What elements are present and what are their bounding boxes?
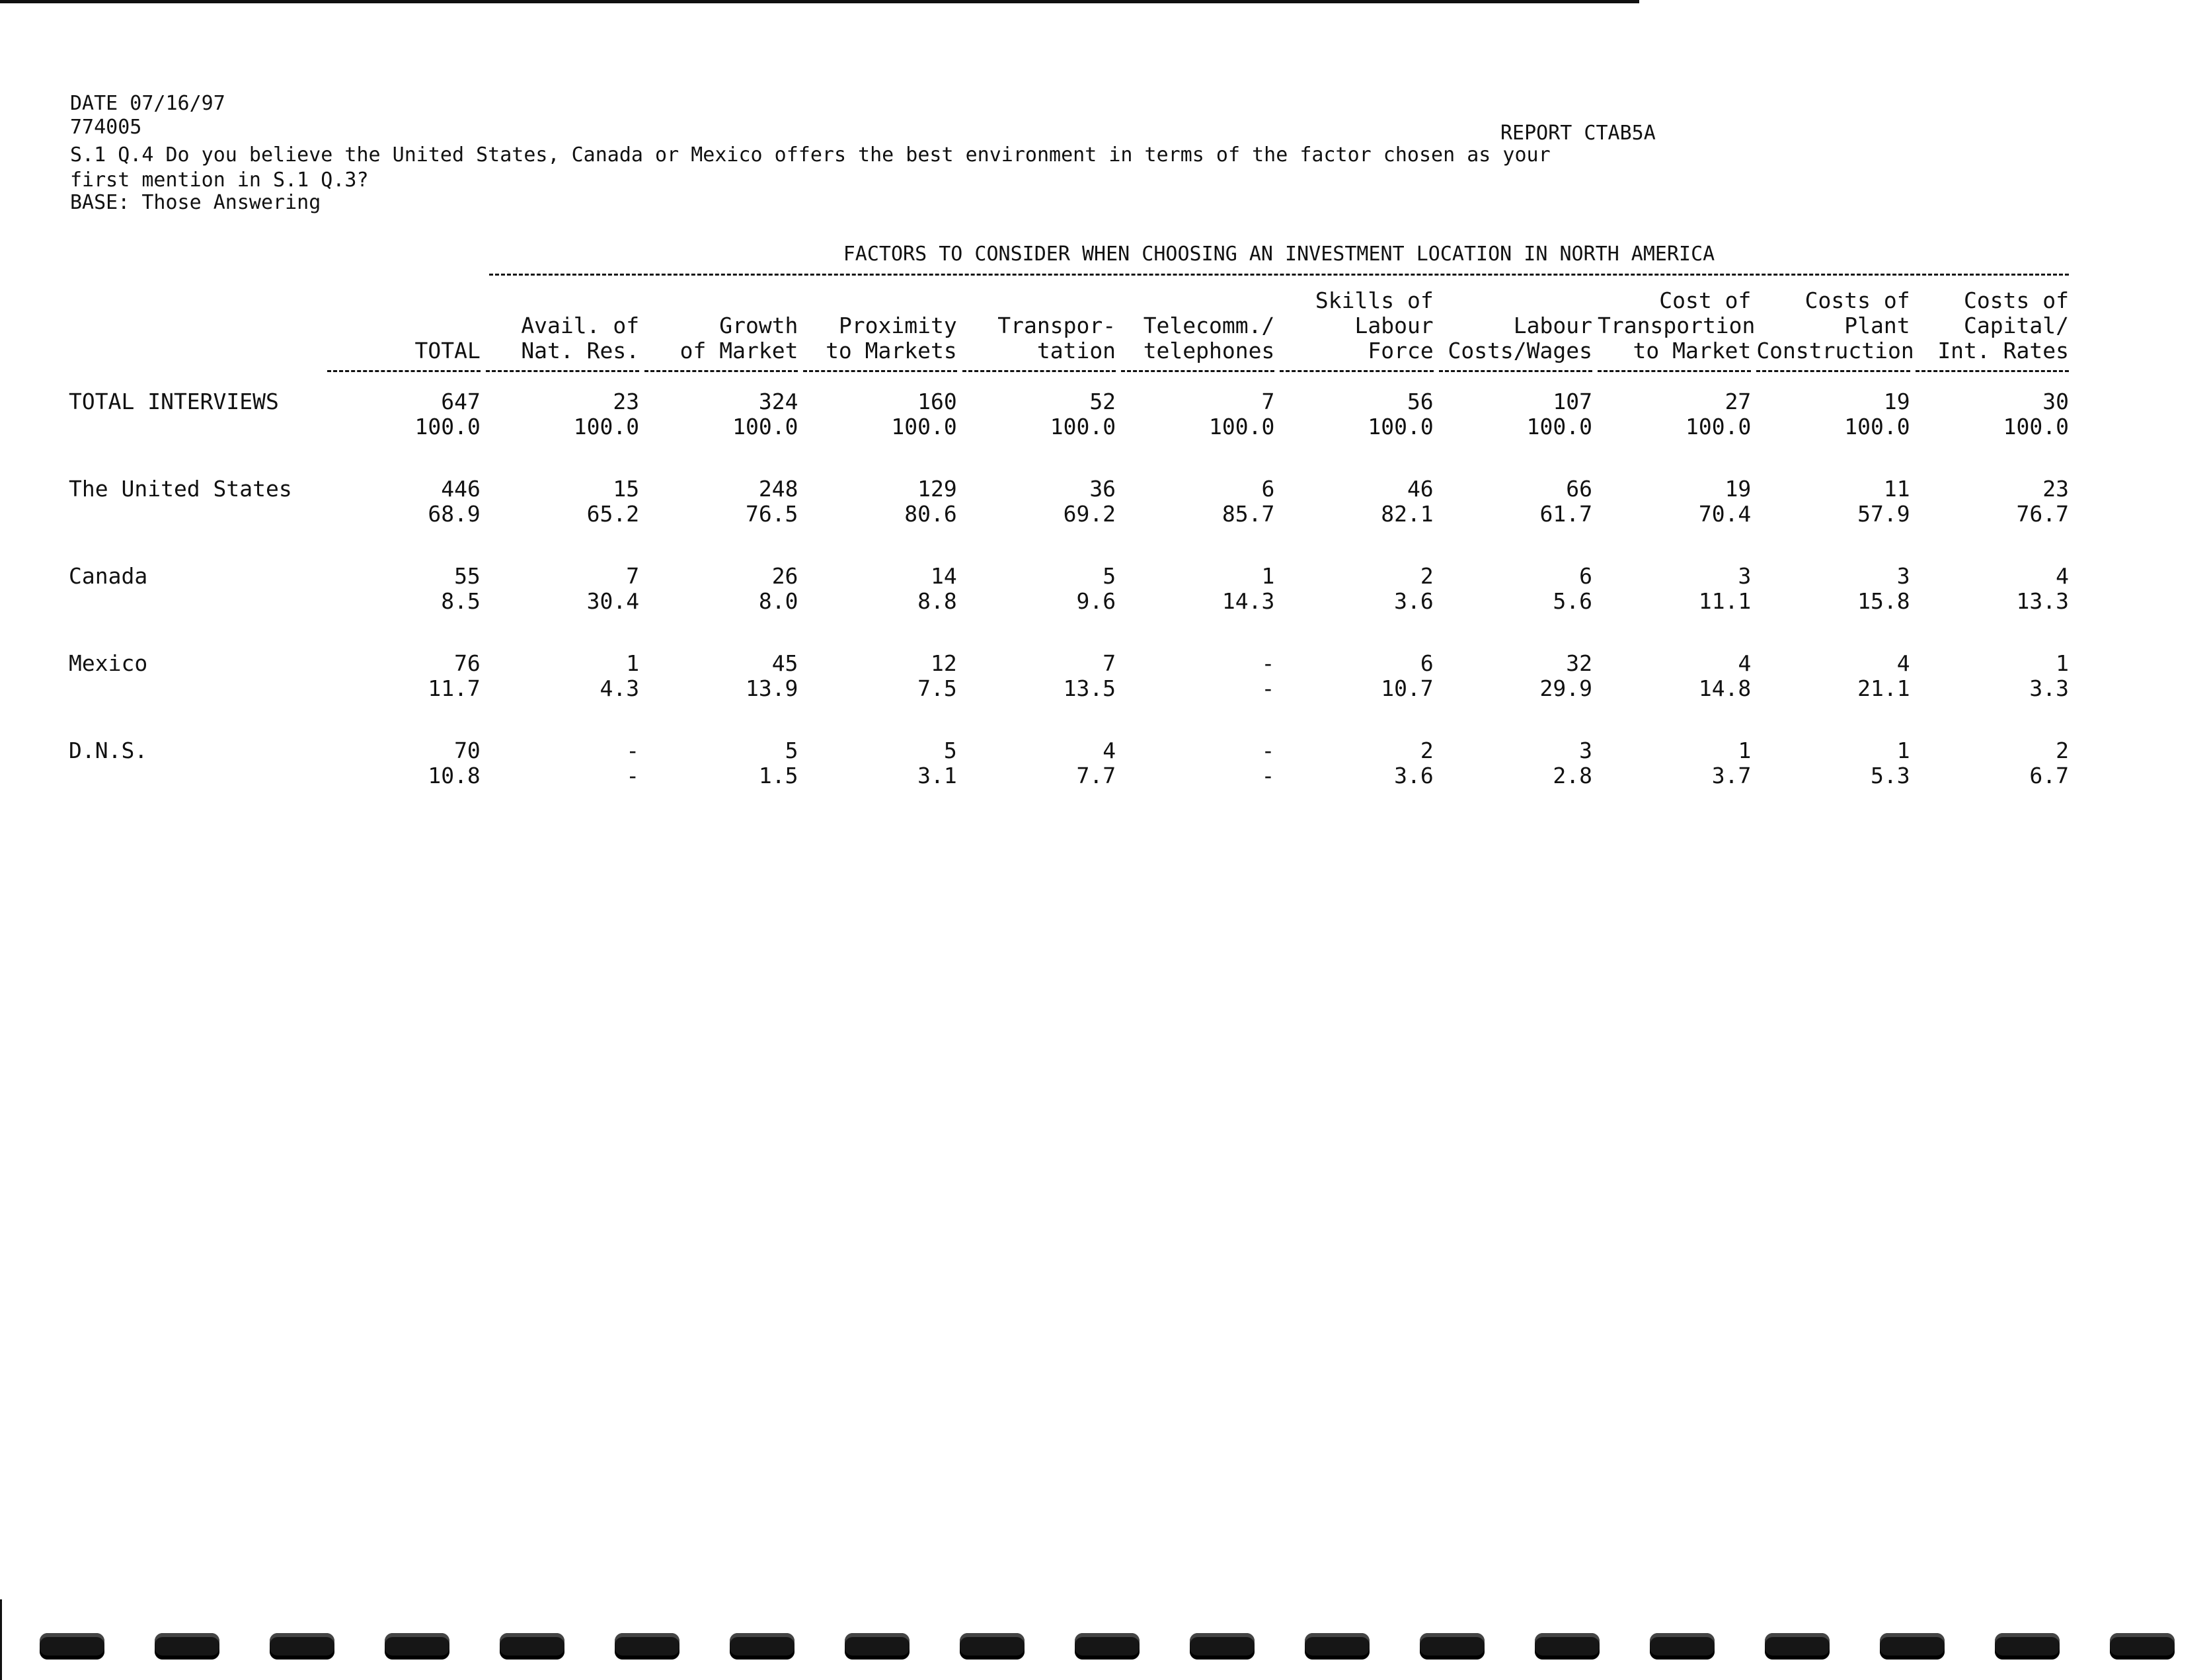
count-cell: -: [626, 738, 640, 763]
column-header: Avail. of Nat. Res.: [483, 288, 642, 372]
percent-cell: 13.9: [745, 675, 798, 701]
count-cell: 4: [1103, 738, 1116, 763]
binder-hole: [1420, 1633, 1485, 1660]
table-row-percents: [66, 676, 2072, 725]
percent-cell: 3.3: [2029, 675, 2069, 701]
percent-cell: 100.0: [1685, 414, 1752, 439]
binder-hole: [960, 1633, 1025, 1660]
percent-cell: 4.3: [600, 675, 640, 701]
table-row-percents: [66, 502, 2072, 551]
percent-cell: 65.2: [586, 501, 640, 527]
count-cell: 15: [613, 476, 640, 502]
count-cell: 1: [626, 650, 640, 676]
count-cell: 26: [771, 563, 798, 589]
percent-cell: 100.0: [1844, 414, 1910, 439]
percent-cell: 10.8: [428, 763, 481, 788]
count-cell: 7: [626, 563, 640, 589]
count-cell: 52: [1089, 389, 1116, 414]
count-cell: 70: [454, 738, 481, 763]
row-label: D.N.S.: [69, 738, 148, 763]
top-border-line: [0, 0, 1639, 3]
percent-cell: 30.4: [586, 588, 640, 614]
count-cell: 5: [1103, 563, 1116, 589]
count-cell: 66: [1566, 476, 1592, 502]
percent-cell: 100.0: [1050, 414, 1116, 439]
count-cell: 32: [1566, 650, 1592, 676]
count-cell: 3: [1896, 563, 1910, 589]
percent-cell: 8.5: [441, 588, 481, 614]
percent-cell: 100.0: [1209, 414, 1275, 439]
banner-header: [489, 242, 2069, 276]
count-cell: 107: [1553, 389, 1592, 414]
column-header: Growth of Market: [642, 288, 800, 372]
count-cell: 45: [771, 650, 798, 676]
column-header: Proximity to Markets: [800, 288, 959, 372]
count-cell: 248: [758, 476, 798, 502]
report-id: REPORT CTAB5A: [1500, 122, 1656, 145]
percent-cell: 9.6: [1076, 588, 1116, 614]
binder-hole: [1650, 1633, 1715, 1660]
count-cell: 30: [2042, 389, 2069, 414]
percent-cell: 100.0: [732, 414, 798, 439]
table-row-counts: [66, 372, 2072, 414]
percent-cell: -: [1261, 675, 1275, 701]
percent-cell: 3.7: [1711, 763, 1752, 788]
binder-hole: [500, 1633, 564, 1660]
count-cell: 2: [2056, 738, 2069, 763]
count-cell: 12: [931, 650, 957, 676]
count-cell: 56: [1407, 389, 1434, 414]
count-cell: 7: [1261, 389, 1275, 414]
percent-cell: 15.8: [1857, 588, 1910, 614]
percent-cell: 100.0: [573, 414, 640, 439]
percent-cell: 2.8: [1553, 763, 1592, 788]
binder-hole: [1190, 1633, 1255, 1660]
count-cell: -: [1261, 650, 1275, 676]
percent-cell: 61.7: [1539, 501, 1592, 527]
percent-cell: 57.9: [1857, 501, 1910, 527]
count-cell: 36: [1089, 476, 1116, 502]
binder-hole: [1765, 1633, 1830, 1660]
percent-cell: 3.6: [1394, 763, 1434, 788]
percent-cell: 13.3: [2016, 588, 2069, 614]
count-cell: 2: [1420, 563, 1434, 589]
percent-cell: 69.2: [1063, 501, 1116, 527]
count-cell: 446: [441, 476, 481, 502]
table-row-counts: [66, 551, 2072, 589]
percent-cell: 10.7: [1381, 675, 1434, 701]
count-cell: 3: [1738, 563, 1752, 589]
count-cell: 1: [1738, 738, 1752, 763]
percent-cell: 1.5: [758, 763, 798, 788]
count-cell: 46: [1407, 476, 1434, 502]
count-cell: 5: [943, 738, 957, 763]
count-cell: 2: [1420, 738, 1434, 763]
binder-hole: [615, 1633, 679, 1660]
percent-cell: 5.3: [1871, 763, 1910, 788]
count-cell: 5: [785, 738, 798, 763]
percent-cell: 11.7: [428, 675, 481, 701]
binder-hole: [155, 1633, 219, 1660]
column-header: Cost of Transportion to Market: [1595, 288, 1754, 372]
percent-cell: 14.3: [1221, 588, 1275, 614]
report-date: DATE 07/16/97: [70, 92, 225, 115]
binder-hole: [1535, 1633, 1600, 1660]
binder-holes: [40, 1633, 2175, 1660]
count-cell: 23: [613, 389, 640, 414]
percent-cell: 8.0: [758, 588, 798, 614]
count-cell: 4: [1738, 650, 1752, 676]
table-row-counts: [66, 638, 2072, 676]
percent-cell: -: [1261, 763, 1275, 788]
stub-header: [66, 288, 325, 372]
percent-cell: 70.4: [1698, 501, 1752, 527]
count-cell: 11: [1883, 476, 1910, 502]
percent-cell: 80.6: [904, 501, 957, 527]
left-border-line: [0, 1599, 2, 1680]
percent-cell: 76.5: [745, 501, 798, 527]
column-header: Costs of Plant Construction: [1754, 288, 1912, 372]
base-text: BASE: Those Answering: [70, 191, 321, 214]
percent-cell: -: [626, 763, 640, 788]
percent-cell: 100.0: [2003, 414, 2069, 439]
binder-hole: [40, 1633, 104, 1660]
count-cell: 1: [1896, 738, 1910, 763]
percent-cell: 3.6: [1394, 588, 1434, 614]
count-cell: 27: [1725, 389, 1752, 414]
count-cell: 4: [1896, 650, 1910, 676]
count-cell: 6: [1579, 563, 1592, 589]
job-number: 774005: [70, 116, 142, 139]
count-cell: 6: [1261, 476, 1275, 502]
column-header-row: [66, 288, 2072, 372]
banner-dashed-rule: [489, 274, 2069, 276]
percent-cell: 100.0: [1526, 414, 1592, 439]
row-label: Canada: [69, 563, 148, 589]
percent-cell: 7.5: [917, 675, 957, 701]
percent-cell: 68.9: [428, 501, 481, 527]
count-cell: 4: [2056, 563, 2069, 589]
table-row-percents: [66, 763, 2072, 812]
percent-cell: 8.8: [917, 588, 957, 614]
percent-cell: 29.9: [1539, 675, 1592, 701]
percent-cell: 6.7: [2029, 763, 2069, 788]
percent-cell: 76.7: [2016, 501, 2069, 527]
count-cell: 160: [917, 389, 957, 414]
row-label: Mexico: [69, 650, 148, 676]
row-label: TOTAL INTERVIEWS: [69, 389, 279, 414]
percent-cell: 100.0: [1368, 414, 1434, 439]
percent-cell: 100.0: [891, 414, 957, 439]
count-cell: 76: [454, 650, 481, 676]
count-cell: 19: [1725, 476, 1752, 502]
count-cell: 129: [917, 476, 957, 502]
count-cell: 7: [1103, 650, 1116, 676]
question-text: S.1 Q.4 Do you believe the United States, Canada or Mexico offers the best environment in terms of the factor chosen as your first mention in S.1 Q.3?: [70, 143, 1551, 192]
count-cell: 3: [1579, 738, 1592, 763]
percent-cell: 14.8: [1698, 675, 1752, 701]
column-header: Costs of Capital/ Int. Rates: [1913, 288, 2072, 372]
binder-hole: [1075, 1633, 1140, 1660]
binder-hole: [1305, 1633, 1370, 1660]
count-cell: 23: [2042, 476, 2069, 502]
crosstab-body: [66, 372, 2072, 812]
count-cell: 19: [1883, 389, 1910, 414]
percent-cell: 13.5: [1063, 675, 1116, 701]
binder-hole: [1995, 1633, 2060, 1660]
percent-cell: 85.7: [1221, 501, 1275, 527]
count-cell: 6: [1420, 650, 1434, 676]
percent-cell: 5.6: [1553, 588, 1592, 614]
binder-hole: [845, 1633, 910, 1660]
table-row-percents: [66, 414, 2072, 463]
percent-cell: 21.1: [1857, 675, 1910, 701]
table-row-percents: [66, 589, 2072, 638]
row-label: The United States: [69, 476, 292, 502]
crosstab-table: [66, 288, 2072, 812]
percent-cell: 11.1: [1698, 588, 1752, 614]
table-row-counts: [66, 725, 2072, 763]
percent-cell: 7.7: [1076, 763, 1116, 788]
binder-hole: [730, 1633, 794, 1660]
binder-hole: [1880, 1633, 1945, 1660]
binder-hole: [385, 1633, 449, 1660]
count-cell: -: [1261, 738, 1275, 763]
column-header: TOTAL: [325, 288, 483, 372]
binder-hole: [270, 1633, 334, 1660]
count-cell: 324: [758, 389, 798, 414]
count-cell: 55: [454, 563, 481, 589]
percent-cell: 3.1: [917, 763, 957, 788]
count-cell: 1: [2056, 650, 2069, 676]
count-cell: 14: [931, 563, 957, 589]
column-header: Transpor- tation: [960, 288, 1118, 372]
percent-cell: 100.0: [414, 414, 481, 439]
table-row-counts: [66, 463, 2072, 502]
binder-hole: [2110, 1633, 2175, 1660]
column-header: Skills of Labour Force: [1277, 288, 1436, 372]
count-cell: 1: [1261, 563, 1275, 589]
banner-title: FACTORS TO CONSIDER WHEN CHOOSING AN INVESTMENT LOCATION IN NORTH AMERICA: [843, 243, 1715, 266]
column-header: Telecomm./ telephones: [1118, 288, 1277, 372]
count-cell: 647: [441, 389, 481, 414]
percent-cell: 82.1: [1381, 501, 1434, 527]
column-header: Labour Costs/Wages: [1436, 288, 1595, 372]
